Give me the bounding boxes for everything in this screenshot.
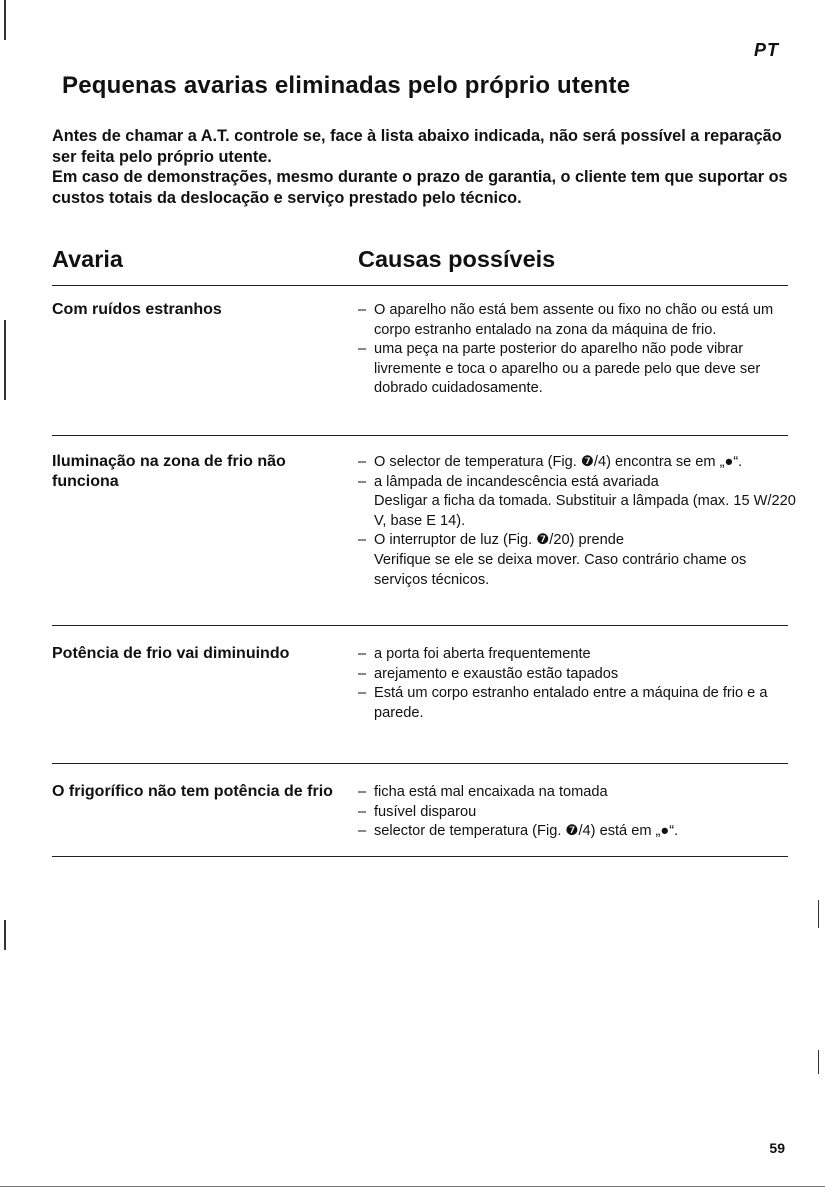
- cause-item: – Está um corpo estranho entalado entre a máquina de frio e a parede.: [358, 684, 798, 723]
- cause-item: – selector de temperatura (Fig. ❼/4) está em „●“.: [358, 822, 798, 842]
- cause-item: – O interruptor de luz (Fig. ❼/20) prende: [358, 531, 798, 551]
- scan-edge-mark: [4, 0, 6, 40]
- table-divider: [52, 435, 788, 436]
- cause-item: – O aparelho não está bem assente ou fixo no chão ou está um corpo estranho entalado na zona da máquina de frio.: [358, 301, 798, 340]
- table-divider: [52, 625, 788, 626]
- fault-label: Potência de frio vai diminuindo: [52, 645, 290, 662]
- scan-edge-mark: [818, 1050, 820, 1074]
- causes-column-header: Causas possíveis: [358, 246, 556, 272]
- scan-edge-mark: [818, 900, 820, 928]
- cause-list: [358, 645, 798, 723]
- fault-label: Iluminação na zona de frio não funciona: [52, 453, 286, 490]
- intro-paragraph-2: Em caso de demonstrações, mesmo durante o prazo de garantia, o cliente tem que suportar os custos totais da deslocação e serviço prestado pelo técnico.: [52, 168, 788, 207]
- table-divider: [52, 285, 788, 286]
- cause-item-detail: Desligar a ficha da tomada. Substituir a lâmpada (max. 15 W/220 V, base E 14).: [374, 493, 796, 529]
- page-number: 59: [769, 1140, 785, 1156]
- cause-item: – arejamento e exaustão estão tapados: [358, 665, 798, 685]
- fault-label: Com ruídos estranhos: [52, 301, 222, 318]
- fault-label: O frigorífico não tem potência de frio: [52, 783, 333, 800]
- scan-edge-mark: [4, 320, 6, 400]
- scan-edge-mark: [0, 1186, 825, 1187]
- cause-item: – O selector de temperatura (Fig. ❼/4) encontra se em „●“.: [358, 453, 798, 473]
- cause-item: – fusível disparou: [358, 803, 798, 823]
- cause-item: – a lâmpada de incandescência está avariada: [358, 473, 798, 493]
- table-divider: [52, 856, 788, 857]
- cause-item: – a porta foi aberta frequentemente: [358, 645, 798, 665]
- intro-paragraph-1: Antes de chamar a A.T. controle se, face à lista abaixo indicada, não será possível a reparação ser feita pelo próprio utente.: [52, 127, 782, 166]
- cause-item-detail: Verifique se ele se deixa mover. Caso contrário chame os serviços técnicos.: [374, 551, 747, 588]
- cause-item: – ficha está mal encaixada na tomada: [358, 783, 798, 803]
- cause-list: [358, 453, 798, 590]
- cause-list: [358, 783, 798, 842]
- fault-column-header: Avaria: [52, 246, 123, 272]
- cause-list: [358, 301, 798, 399]
- table-divider: [52, 763, 788, 764]
- intro-text: [52, 126, 792, 208]
- language-code: PT: [753, 40, 779, 60]
- scan-edge-mark: [4, 920, 6, 950]
- cause-item: – uma peça na parte posterior do aparelho não pode vibrar livremente e toca o aparelho ou a parede pelo que deve ser dobrado cuidadosamente.: [358, 340, 798, 399]
- page-title: Pequenas avarias eliminadas pelo próprio utente: [62, 72, 631, 99]
